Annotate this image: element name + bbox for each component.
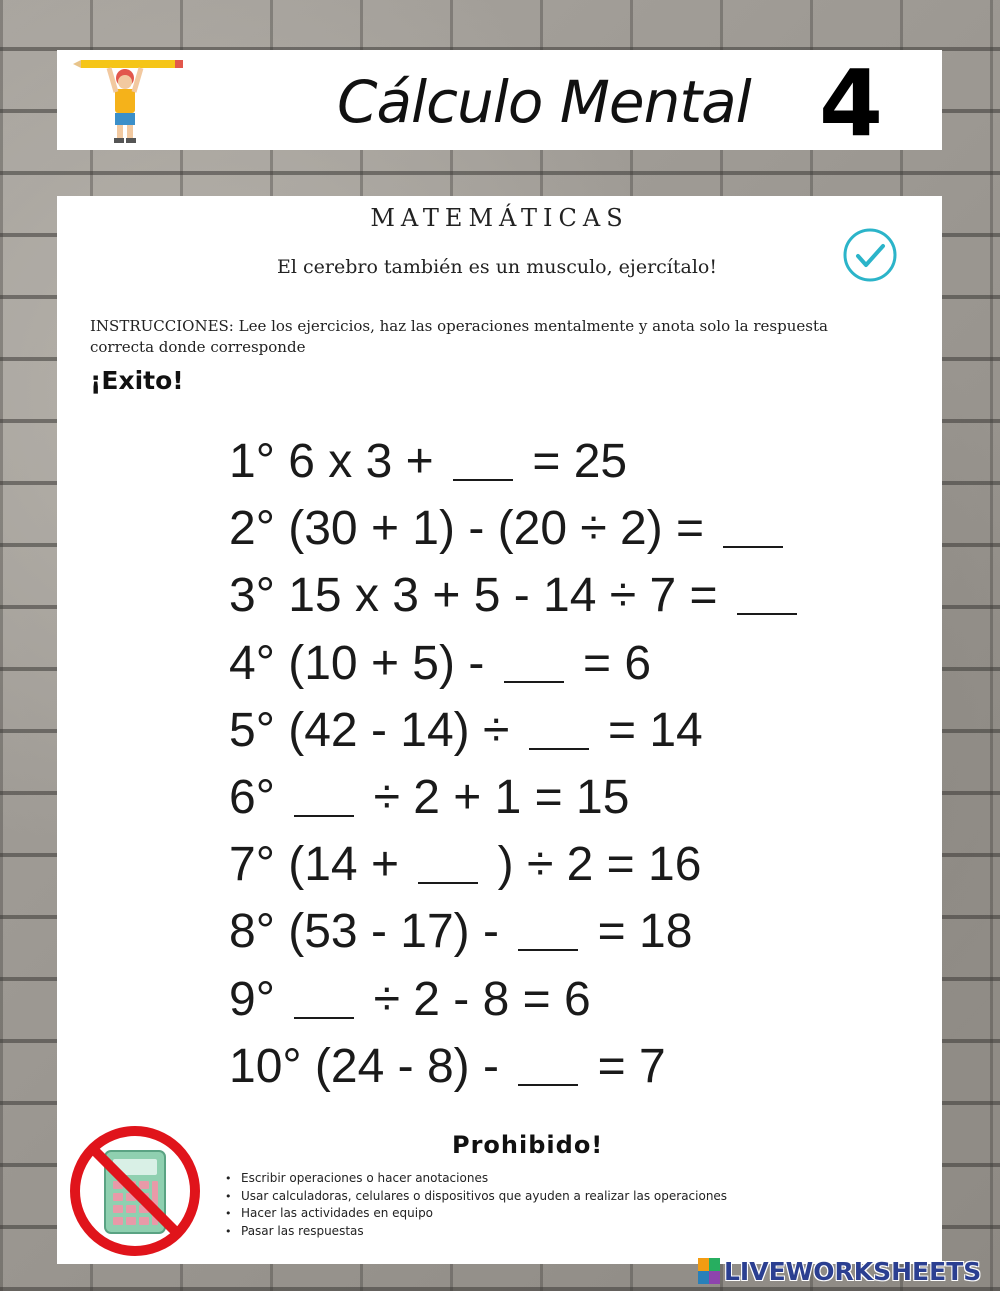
- exercise-text-before: 9°: [229, 972, 289, 1026]
- answer-blank[interactable]: [518, 911, 578, 951]
- list-item: • Escribir operaciones o hacer anotaciones: [225, 1170, 727, 1188]
- exercise-text-before: 6°: [229, 770, 289, 824]
- check-circle-icon: [842, 227, 898, 283]
- list-item: • Usar calculadoras, celulares o dispositivos que ayuden a realizar las operaciones: [225, 1188, 727, 1206]
- answer-blank[interactable]: [453, 441, 513, 481]
- exercise-7: [229, 831, 803, 898]
- exercise-text-after: = 14: [594, 703, 703, 757]
- exercise-text-before: 5° (42 - 14) ÷: [229, 703, 523, 757]
- liveworksheets-watermark: [698, 1256, 981, 1286]
- no-calculator-icon: [67, 1123, 203, 1259]
- live-badge-icon: [698, 1258, 720, 1284]
- list-item: • Hacer las actividades en equipo: [225, 1205, 727, 1223]
- exercise-list: [229, 428, 803, 1100]
- answer-blank[interactable]: [518, 1046, 578, 1086]
- exercise-text-before: 2° (30 + 1) - (20 ÷ 2) =: [229, 502, 718, 556]
- subject-heading: MATEMÁTICAS: [370, 204, 629, 232]
- prohibited-heading: Prohibido!: [452, 1131, 604, 1159]
- exercise-text-after: ÷ 2 - 8 = 6: [360, 972, 591, 1026]
- exercise-10: [229, 1033, 803, 1100]
- exercise-3: [229, 562, 803, 629]
- exercise-8: [229, 898, 803, 965]
- kid-holding-pencil-icon: [67, 54, 187, 150]
- motto: El cerebro también es un musculo, ejercítalo!: [277, 256, 717, 278]
- exercise-text-after: ) ÷ 2 = 16: [484, 838, 702, 892]
- answer-blank[interactable]: [723, 508, 783, 548]
- header-banner: [57, 50, 942, 157]
- instructions-text: INSTRUCCIONES: Lee los ejercicios, haz las operaciones mentalmente y anota solo la respuesta correcta donde corresponde: [90, 317, 828, 356]
- exercise-text-after: = 6: [569, 636, 652, 690]
- sheet-number: 4: [819, 50, 884, 157]
- exercise-text-before: 1° 6 x 3 +: [229, 435, 447, 488]
- exercise-6: [229, 764, 803, 831]
- exercise-1: [229, 428, 803, 495]
- list-item: • Pasar las respuestas: [225, 1223, 727, 1241]
- prohibited-rules-list: [225, 1170, 727, 1240]
- exercise-5: [229, 697, 803, 764]
- answer-blank[interactable]: [294, 777, 354, 817]
- answer-blank[interactable]: [294, 979, 354, 1019]
- exercise-text-before: 8° (53 - 17) -: [229, 905, 513, 959]
- answer-blank[interactable]: [504, 643, 564, 683]
- answer-blank[interactable]: [737, 575, 797, 615]
- worksheet-card: [57, 196, 942, 1264]
- exercise-9: [229, 966, 803, 1033]
- exercise-text-after: = 18: [584, 905, 693, 959]
- exercise-text-after: ÷ 2 + 1 = 15: [360, 770, 630, 824]
- answer-blank[interactable]: [529, 710, 589, 750]
- watermark-text: LIVEWORKSHEETS: [724, 1256, 982, 1286]
- exercise-text-after: = 25: [519, 435, 628, 488]
- exercise-text-before: 7° (14 +: [229, 838, 413, 892]
- exercise-text-before: 3° 15 x 3 + 5 - 14 ÷ 7 =: [229, 569, 731, 623]
- exercise-text-after: = 7: [584, 1039, 666, 1093]
- exercise-text-before: 10° (24 - 8) -: [229, 1039, 513, 1093]
- greeting: ¡Exito!: [90, 366, 184, 395]
- page-title: Cálculo Mental: [337, 68, 751, 136]
- answer-blank[interactable]: [418, 844, 478, 884]
- exercise-4: [229, 630, 803, 697]
- exercise-2: [229, 495, 803, 562]
- exercise-text-before: 4° (10 + 5) -: [229, 636, 498, 690]
